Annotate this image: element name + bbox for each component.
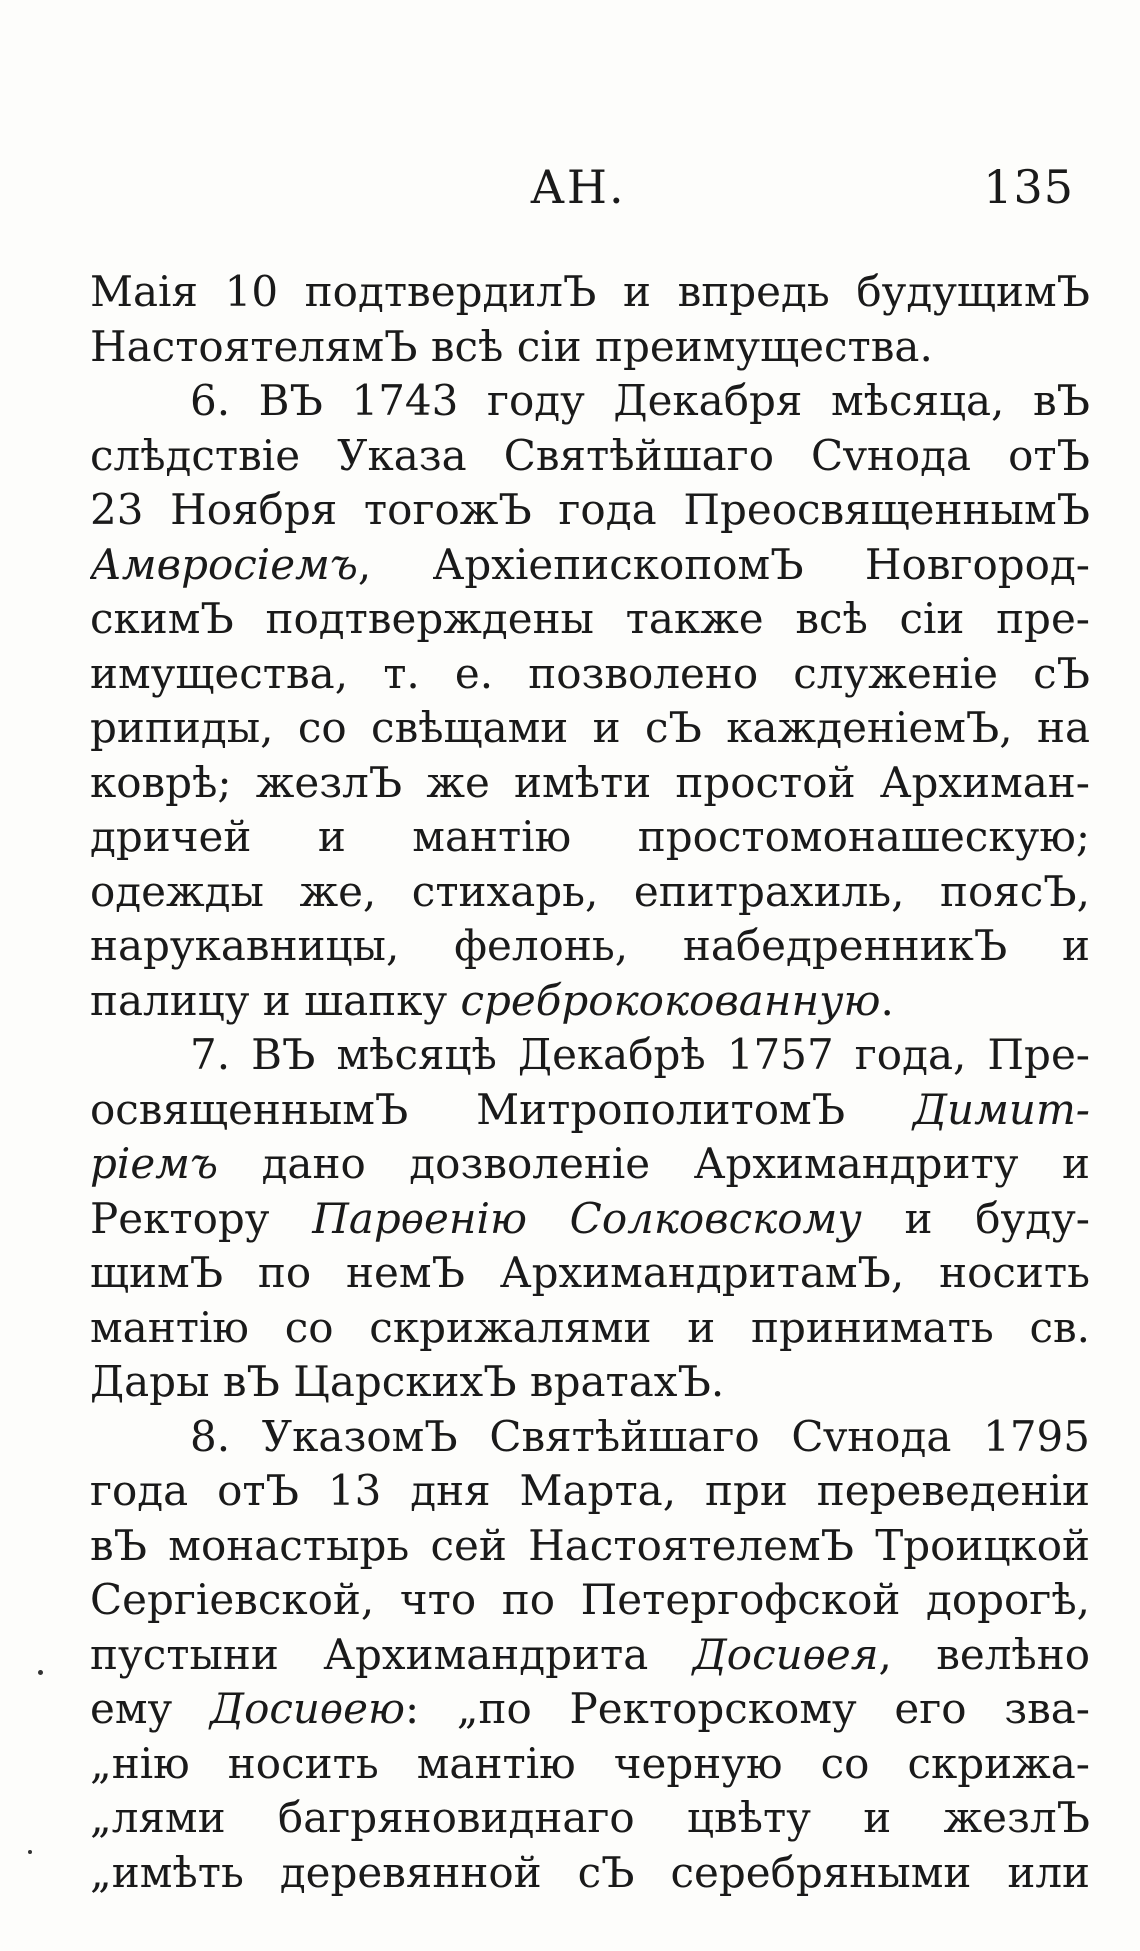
text-line: 6. ВЪ 1743 году Декабря мѣсяца, вЪ (190, 376, 1090, 425)
italic-name: Досиѳея (692, 1629, 879, 1679)
italic-name: сребрококованную (460, 975, 881, 1025)
text-line: года отЪ 13 дня Марта, при переведеніи (90, 1466, 1090, 1515)
margin-speck (38, 1670, 43, 1675)
text-line: коврѣ; жезлЪ же имѣти простой Архиман- (90, 757, 1090, 807)
text-line: скимЪ подтверждены также всѣ сіи пре- (90, 594, 1090, 643)
text-line: вЪ монастырь сей НастоятелемЪ Троицкой (90, 1520, 1090, 1570)
italic-name: Парѳенію Солковскому (312, 1193, 862, 1243)
text-segment: , АрхіепископомЪ Новгород- (357, 539, 1090, 589)
text-segment: палицу и шапку (90, 975, 461, 1025)
text-line: слѣдствіе Указа Святѣйшаго Сvнода отЪ (90, 430, 1090, 480)
text-line: имущества, т. е. позволено служеніе сЪ (90, 648, 1090, 698)
text-line: „имѣть деревянной сЪ серебряными или (90, 1847, 1090, 1897)
text-line: Маія 10 подтвердилЪ и впредь будущимЪ (90, 267, 1090, 316)
text-line: НастоятелямЪ всѣ сіи преимущества. (90, 321, 933, 371)
text-segment: пустыни Архимандрита (90, 1629, 693, 1679)
italic-name: Досиѳею (209, 1684, 405, 1733)
text-line: „нію носить мантію черную со скрижа- (90, 1738, 1090, 1788)
text-segment: , велѣно (878, 1629, 1090, 1679)
text-line (90, 1083, 1090, 1138)
page-header (90, 160, 1080, 230)
text-line: нарукавницы, фелонь, набедренникЪ и (90, 921, 1090, 970)
running-head: АН. (530, 160, 626, 214)
text-line: Сергіевской, что по Петергофской дорогѣ, (90, 1575, 1090, 1624)
text-segment: Ректору (90, 1193, 313, 1243)
text-line: одежды же, стихарь, епитрахиль, поясЪ, (90, 866, 1090, 916)
margin-speck (28, 1850, 32, 1854)
text-line: Дары вЪ ЦарскихЪ вратахЪ. (90, 1357, 725, 1406)
text-segment: ему (90, 1684, 210, 1733)
text-line: 23 Ноября тогожЪ года ПреосвященнымЪ (90, 485, 1090, 534)
text-line (90, 1682, 1090, 1737)
text-segment: и буду- (861, 1193, 1090, 1243)
text-segment: . (880, 975, 894, 1025)
text-line: 7. ВЪ мѣсяцѣ Декабрѣ 1757 года, Пре- (190, 1030, 1090, 1079)
text-line (90, 538, 1090, 593)
italic-name: Димит- (912, 1084, 1090, 1134)
text-segment: дано дозволеніе Архимандриту и (218, 1139, 1090, 1188)
body-text (90, 265, 1090, 1900)
text-line (90, 1628, 1090, 1683)
text-line (90, 1137, 1090, 1192)
italic-name: ріемъ (90, 1139, 218, 1188)
text-segment: : „по Ректорскому его зва- (404, 1684, 1090, 1733)
text-segment: освященнымЪ МитрополитомЪ (90, 1084, 913, 1134)
text-line: „лями багряновиднаго цвѣту и жезлЪ (90, 1793, 1090, 1842)
text-line (90, 974, 1090, 1029)
page-number: 135 (983, 160, 1074, 214)
text-line: 8. УказомЪ Святѣйшаго Сvнода 1795 (190, 1411, 1090, 1461)
text-line (90, 1192, 1090, 1247)
text-line: рипиды, со свѣщами и сЪ кажденіемЪ, на (90, 703, 1090, 752)
text-line: мантію со скрижалями и принимать св. (90, 1302, 1090, 1352)
text-line: дричей и мантію простомонашескую; (90, 812, 1090, 861)
italic-name: Амвросіемъ (90, 539, 358, 589)
text-line: щимЪ по немЪ АрхимандритамЪ, носить (90, 1248, 1090, 1297)
